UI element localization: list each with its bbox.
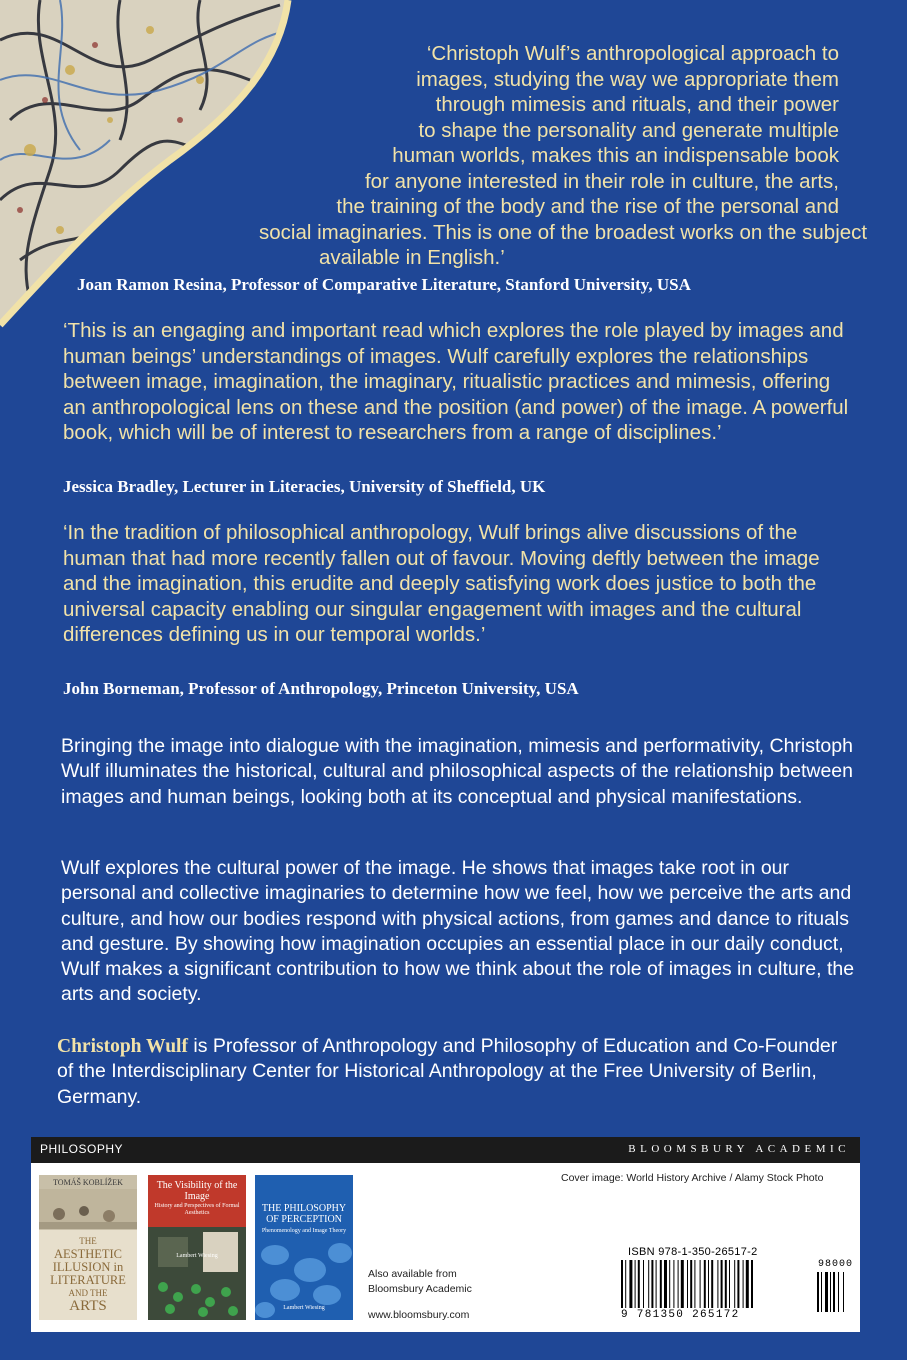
cover-image-credit: Cover image: World History Archive / Alamy Stock Photo bbox=[561, 1172, 824, 1184]
book-1-title-line: ILLUSION in bbox=[52, 1260, 124, 1274]
quote-1-line: social imaginaries. This is one of the broadest works on the subject bbox=[259, 220, 868, 244]
quote-1-line: human worlds, makes this an indispensable book bbox=[392, 144, 839, 167]
related-book-3 bbox=[255, 1175, 353, 1320]
book-1-illustration bbox=[39, 1189, 137, 1229]
author-bio-text: is Professor of Anthropology and Philosophy of Education and Co-Founder of the Interdisciplinary Center for Historical Anthropology at the Free University of Berlin, Germany. bbox=[57, 1035, 838, 1108]
quote-1-line: to shape the personality and generate multiple bbox=[418, 118, 839, 142]
category-label: PHILOSOPHY bbox=[40, 1142, 124, 1156]
also-available-line: Also available from bbox=[368, 1268, 457, 1280]
book-3-subtitle: Phenomenology and Image Theory bbox=[261, 1228, 347, 1234]
quote-2-attribution: Jessica Bradley, Lecturer in Literacies, University of Sheffield, UK bbox=[63, 477, 546, 496]
book-2-author: Lambert Wiesing bbox=[176, 1253, 218, 1259]
author-name: Christoph Wulf bbox=[57, 1036, 188, 1057]
description-paragraph-1: Bringing the image into dialogue with the imagination, mimesis and performativity, Christoph Wulf illuminates the historical, cultural and philosophical aspects of the relationship between images and human beings, looking both at its conceptual and physical manifestations. bbox=[61, 735, 853, 808]
isbn-label: ISBN 978-1-350-26517-2 bbox=[628, 1246, 758, 1258]
panel-header-bar bbox=[31, 1137, 860, 1163]
author-bio bbox=[57, 1034, 857, 1110]
book-1-editor: TOMÁŠ KOBLÍŽEK bbox=[53, 1178, 123, 1187]
related-book-2 bbox=[148, 1175, 246, 1320]
quote-1-line: for anyone interested in their role in culture, the arts, bbox=[364, 169, 839, 193]
book-3-author: Lambert Wiesing bbox=[283, 1305, 325, 1311]
related-book-1 bbox=[39, 1175, 137, 1320]
barcode-addon-number: 98000 bbox=[818, 1259, 854, 1270]
quote-1-line: available in English.’ bbox=[319, 246, 505, 269]
also-available-text bbox=[368, 1267, 472, 1297]
quote-3: ‘In the tradition of philosophical anthropology, Wulf brings alive discussions of the human that had more recently fallen out of favour. Moving deftly between the image and the imagination, this erudite and deeply satisfying work does justice to both the universal capacity enabling our singular engagement with images and the cultural differences defining us in our temporal worlds.’ bbox=[63, 521, 820, 646]
quote-1-line: through mimesis and rituals, and their power bbox=[435, 93, 839, 116]
quote-1-line: ‘Christoph Wulf’s anthropological approach to bbox=[426, 42, 839, 65]
book-1-title-line: ARTS bbox=[69, 1298, 107, 1314]
quote-2: ‘This is an engaging and important read which explores the role played by images and human beings’ understandings of images. Wulf carefully explores the relationships between image, imagination, the imaginary, ritualistic practices and mimesis, offering an anthropological lens on these and the position (and power) of the image. A powerful book, which will be of interest to researchers from a range of disciplines.’ bbox=[63, 319, 849, 444]
book-1-title-line: AND THE bbox=[68, 1288, 108, 1298]
book-2-illustration bbox=[148, 1227, 246, 1320]
quote-1-attribution: Joan Ramon Resina, Professor of Comparative Literature, Stanford University, USA bbox=[77, 275, 691, 294]
book-2-subtitle: History and Perspectives of Formal Aesthetics bbox=[154, 1203, 240, 1216]
back-cover-panel bbox=[31, 1137, 860, 1332]
website-link[interactable]: www.bloomsbury.com bbox=[368, 1309, 470, 1321]
quote-3-attribution: John Borneman, Professor of Anthropology, Princeton University, USA bbox=[63, 679, 579, 698]
book-1-title-line: THE bbox=[79, 1236, 97, 1246]
quote-1-line: the training of the body and the rise of the personal and bbox=[336, 195, 839, 218]
book-1-title-line: AESTHETIC bbox=[53, 1247, 123, 1261]
book-3-title-line: THE PHILOSOPHY bbox=[261, 1203, 347, 1214]
quote-1 bbox=[259, 41, 868, 271]
quote-1-line: images, studying the way we appropriate them bbox=[416, 67, 839, 91]
book-3-title-line: OF PERCEPTION bbox=[266, 1214, 342, 1225]
cover-artwork bbox=[0, 0, 300, 360]
description-paragraph-2: Wulf explores the cultural power of the image. He shows that images take root in our personal and collective imaginaries to determine how we feel, how we perceive the arts and culture, and how our bodies respond with physical actions, from games and dance to rituals and gesture. By showing how imagination occupies an essential place in our daily conduct, Wulf makes a significant contribution to how we think about the role of images in culture, the arts and society. bbox=[61, 857, 855, 1006]
also-available-line: Bloomsbury Academic bbox=[368, 1283, 472, 1295]
book-3-illustration bbox=[255, 1175, 353, 1320]
book-2-title: The Visibility of the Image bbox=[156, 1180, 238, 1202]
publisher-label: BLOOMSBURY ACADEMIC bbox=[628, 1143, 850, 1155]
book-1-title-line: LITERATURE bbox=[50, 1273, 126, 1287]
barcode-number: 9 781350 265172 bbox=[621, 1309, 740, 1321]
